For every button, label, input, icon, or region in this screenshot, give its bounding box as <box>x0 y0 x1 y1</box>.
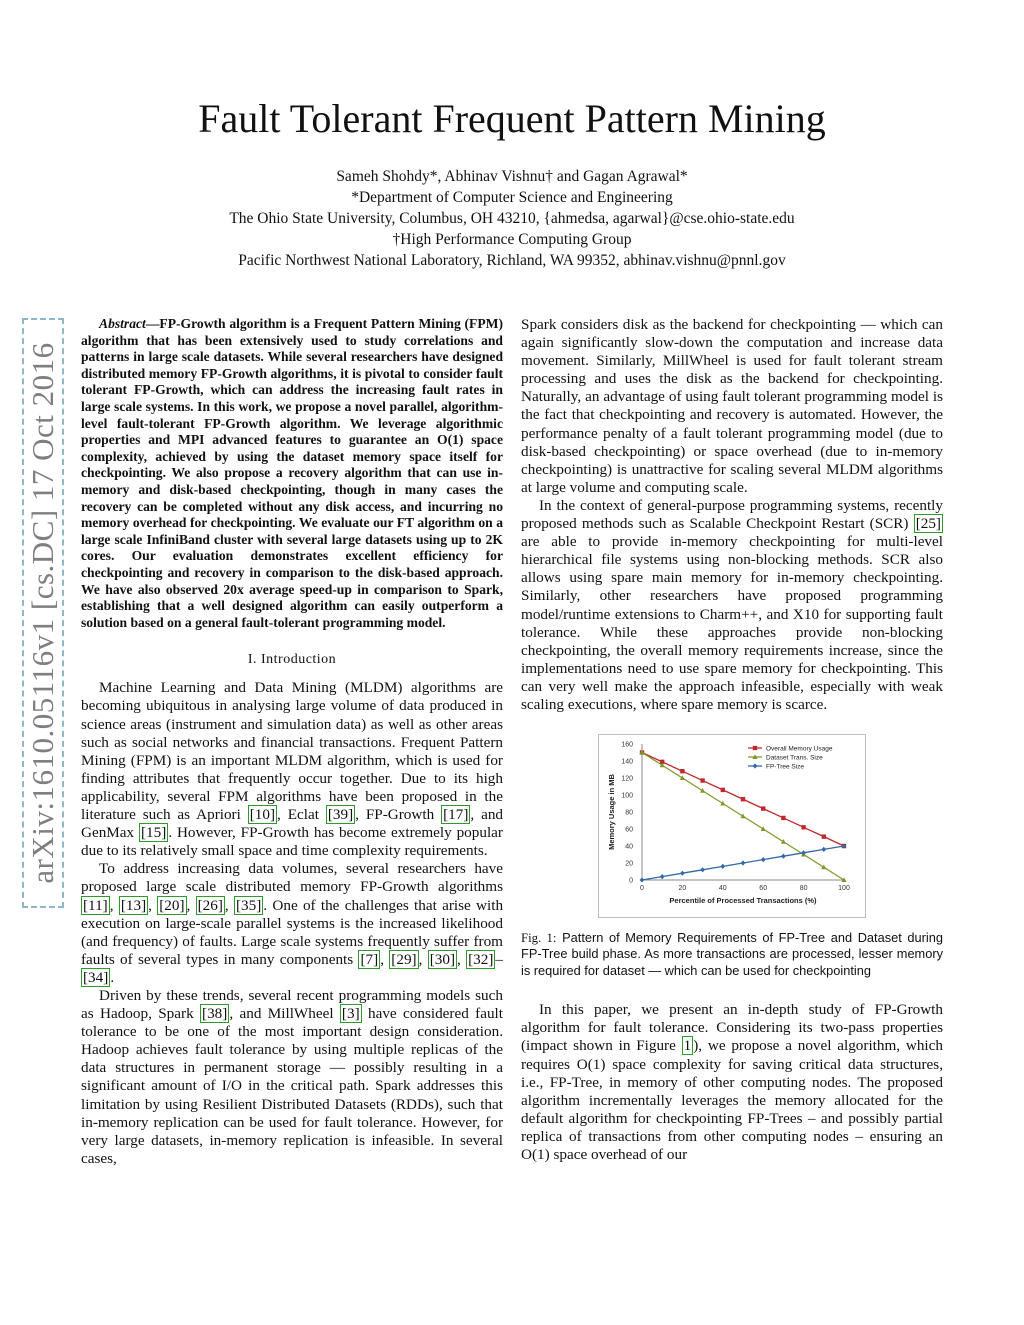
x-tick-label: 80 <box>799 885 808 893</box>
figure-1 <box>521 734 943 918</box>
citation-link[interactable]: [20] <box>159 896 185 914</box>
y-tick-label: 120 <box>621 775 633 783</box>
citation-link[interactable]: [13] <box>120 896 147 914</box>
citation-link[interactable]: [11] <box>83 896 108 914</box>
figure-ref-link[interactable]: 1 <box>683 1037 692 1055</box>
citation-link[interactable]: [26] <box>197 896 223 914</box>
abstract-dash: — <box>145 316 160 331</box>
x-tick-label: 60 <box>759 885 768 893</box>
y-tick-label: 40 <box>625 843 633 851</box>
right-column <box>521 316 943 1164</box>
author-block <box>0 166 1024 271</box>
section-heading-introduction: I. Introduction <box>247 652 337 668</box>
x-tick-label: 0 <box>640 885 644 893</box>
figure-caption-text: Pattern of Memory Requirements of FP-Tree and Dataset during FP-Tree build phase. As more transactions are processed, lesser memory is required for dataset — which can be used for checkpointing <box>521 930 943 978</box>
data-point <box>700 778 704 782</box>
affiliation-2-address: Pacific Northwest National Laboratory, Richland, WA 99352, abhinav.vishnu@pnnl.gov <box>238 252 786 269</box>
arxiv-stamp <box>22 318 64 908</box>
y-axis-label: Memory Usage in MB <box>607 774 616 850</box>
x-tick-label: 20 <box>678 885 687 893</box>
left-column <box>81 316 503 1168</box>
citation-link[interactable]: [17] <box>443 806 469 824</box>
author-names: Sameh Shohdy*, Abhinav Vishnu† and Gagan Agrawal* <box>336 168 688 185</box>
citation-link[interactable]: [39] <box>327 806 354 824</box>
legend-label: Dataset Trans. Size <box>766 754 823 762</box>
citation-link[interactable]: [15] <box>141 824 167 842</box>
citation-link[interactable]: [35] <box>236 896 262 914</box>
right-paragraph-1: Spark considers disk as the backend for checkpointing — which can again significantly slow-down the computation and increase data movement. Similarly, MillWheel is used for fault tolerant stream processing and uses the disk as the backend for checkpointing. Naturally, an advantage of using fault tolerant programming model is the fact that checkpointing and recovery is automated. However, the performance penalty of a fault tolerant programming model (due to disk-based checkpointing) or space overhead (due to in-memory checkpointing) is unattractive for scaling several MLDM algorithms at large volume and computing scale. <box>521 316 943 496</box>
abstract <box>81 316 503 631</box>
abstract-text: FP-Growth algorithm is a Frequent Pattern Mining (FPM) algorithm that has been extensively used to study correlations and patterns in large scale datasets. While several researchers have designed distributed memory FP-Growth algorithms, it is pivotal to consider fault tolerant FP-Growth, which can address the increasing fault rates in large scale systems. In this work, we propose a novel parallel, algorithm-level fault-tolerant FP-Growth algorithm. We leverage algorithmic properties and MPI advanced features to guarantee an O(1) space complexity, achieved by using the dataset memory space itself for checkpointing. We also propose a recovery algorithm that can use in-memory and disk-based checkpointing, though in many cases the recovery can be completed without any disk access, and incurring no memory overhead for checkpointing. We evaluate our FT algorithm on a large scale InfiniBand cluster with several large datasets using up to 2K cores. Our evaluation demonstrates excellent efficiency for checkpointing and recovery in comparison to the disk-based approach. We have also observed 20x average speed-up in comparison to Spark, establishing that a well designed algorithm can easily outperform a solution based on a general fault-tolerant programming model. <box>81 316 503 630</box>
y-tick-label: 140 <box>621 758 633 766</box>
x-tick-label: 40 <box>718 885 727 893</box>
memory-usage-chart <box>598 734 866 918</box>
y-tick-label: 80 <box>625 809 633 817</box>
data-point <box>741 797 745 801</box>
citation-link[interactable]: [25] <box>915 515 941 533</box>
x-axis-label: Percentile of Processed Transactions (%) <box>669 896 817 906</box>
affiliation-2: †High Performance Computing Group <box>392 231 632 248</box>
intro-paragraph-2: To address increasing data volumes, several researchers have proposed large scale distributed memory FP-Growth algorithms [11] , [13] , [20] , [26] , [35] . One of the challenges that arise with execution on large-scale parallel systems is the increased likelihood (and frequency) of faults. Large scale systems frequently suffer from faults of several types in many components [7] , [29] , [30] , [32] –[34] . <box>81 860 504 986</box>
x-tick-label: 100 <box>838 885 850 893</box>
citation-link[interactable]: [29] <box>391 950 417 968</box>
y-tick-label: 100 <box>621 792 633 800</box>
figure-label: Fig. 1: <box>521 931 557 946</box>
data-point <box>822 835 826 839</box>
y-tick-label: 20 <box>625 860 633 868</box>
citation-link[interactable]: [32] <box>468 950 494 968</box>
data-point <box>781 816 785 820</box>
y-tick-label: 0 <box>629 877 633 885</box>
chart-frame <box>599 735 866 918</box>
affiliation-1-address: The Ohio State University, Columbus, OH 43210, {ahmedsa, agarwal}@cse.ohio-state.edu <box>229 210 795 227</box>
arxiv-stamp-text: arXiv:1610.05116v1 [cs.DC] 17 Oct 2016 <box>25 342 60 884</box>
right-paragraph-2: In the context of general-purpose programming systems, recently proposed methods such as Scalable Checkpoint Restart (SCR) [25] are able to provide in-memory checkpointing for multi-level hierarchical file systems using non-blocking methods. SCR also allows using spare main memory for in-memory checkpointing. Similarly, other researchers have proposed programming model/runtime extensions to Charm++, and X10 for supporting fault tolerance. While these approaches provide non-blocking checkpointing, the overall memory requirements increase, since the implementations need to use spare memory for checkpointing. This can very well make the approach infeasible, especially with weak scaling executions, where spare memory is scarce. <box>521 496 943 713</box>
citation-link[interactable]: [34] <box>83 968 109 986</box>
legend-marker <box>753 746 757 750</box>
citation-link[interactable]: [10] <box>249 806 276 824</box>
affiliation-1: *Department of Computer Science and Engineering <box>351 189 673 206</box>
data-point <box>721 788 725 792</box>
citation-link[interactable]: [3] <box>341 1005 360 1023</box>
right-paragraph-3: In this paper, we present an in-depth study of FP-Growth algorithm for fault tolerance. Considering its two-pass properties (impact shown in Figure 1 ), we propose a novel algorithm, which requires O(1) space complexity for saving critical data structures, i.e., FP-Tree, in memory of other computing nodes. The proposed algorithm incrementally leverages the memory allocated for the default algorithm for checkpointing FP-Trees – and possibly partial replica of transactions from other computing nodes – ensuring an O(1) space overhead of our <box>521 1001 943 1164</box>
abstract-lead: Abstract <box>99 316 146 331</box>
intro-paragraph-3: Driven by these trends, several recent programming models such as Hadoop, Spark [38] , and MillWheel [3] have considered fault tolerance to be one of the most important design consideration. Hadoop achieves fault tolerance by using multiple replicas of the data structures in permanent storage — possibly resulting in a significant amount of I/O in the critical path. Spark addresses this limitation by using Resilient Distributed Datasets (RDDs), such that in-memory replication can be used for fault tolerance. However, for very large datasets, in-memory replication is infeasible. In several cases, <box>81 986 503 1167</box>
data-point <box>680 769 684 773</box>
y-tick-label: 160 <box>621 741 633 749</box>
paper-title: Fault Tolerant Frequent Pattern Mining <box>198 96 826 141</box>
data-point <box>761 806 765 810</box>
y-tick-label: 60 <box>625 826 633 834</box>
citation-link[interactable]: [7] <box>360 950 379 968</box>
intro-paragraph-1: Machine Learning and Data Mining (MLDM) algorithms are becoming ubiquitous in analysing large volume of data produced in science areas (instrument and simulation data) as well as other areas such as social networks and financial transactions. Frequent Pattern Mining (FPM) is an important MLDM algorithm, which is used for finding attributes that frequently occur together. Due to its high applicability, several FPM algorithms have been proposed in the literature such as Apriori [10] , Eclat [39] , FP-Growth [17] , and GenMax [15] . However, FP-Growth has become extremely popular due to its relatively small space and time complexity requirements. <box>81 679 504 860</box>
citation-link[interactable]: [38] <box>202 1005 228 1023</box>
citation-link[interactable]: [30] <box>429 950 456 968</box>
legend-label: FP-Tree Size <box>766 763 805 771</box>
figure-caption <box>521 930 943 979</box>
data-point <box>801 825 805 829</box>
legend-label: Overall Memory Usage <box>766 745 833 753</box>
